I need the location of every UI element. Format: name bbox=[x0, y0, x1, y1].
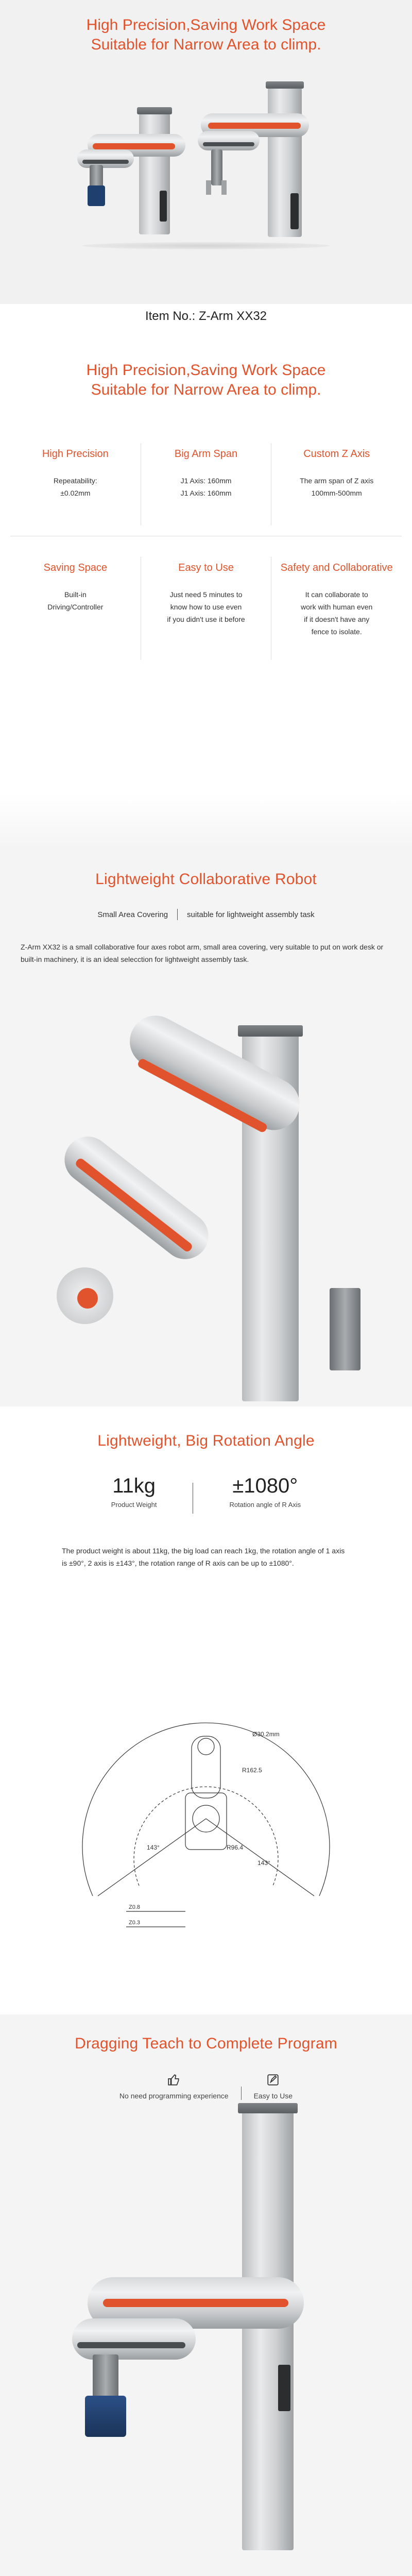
tag-separator bbox=[241, 2087, 242, 2100]
teach-robot-image bbox=[0, 2107, 412, 2561]
teach-tag-easy-label: Easy to Use bbox=[253, 2092, 293, 2100]
rotation-description: The product weight is about 11kg, the big load can reach 1kg, the rotation angle of 1 axis is ±90°, 2 axis is ±143°, the rotation range of R axis can be up to ±1080°. bbox=[62, 1547, 345, 1567]
feature-card-easy-to-use bbox=[141, 557, 272, 660]
features-headline bbox=[0, 361, 412, 400]
section-spacer bbox=[0, 793, 412, 850]
label-a1: 143° bbox=[147, 1844, 160, 1851]
feature-card-custom-z-axis bbox=[271, 443, 402, 526]
stat-weight-value: 11kg bbox=[112, 1475, 156, 1497]
label-h1: Z0.8 bbox=[129, 1904, 141, 1910]
feature-title: Custom Z Axis bbox=[303, 448, 370, 460]
hero-headline-line2: Suitable for Narrow Area to climp. bbox=[91, 36, 321, 53]
feature-line: if it doesn't have any bbox=[304, 615, 370, 623]
feature-title: Saving Space bbox=[43, 562, 108, 573]
hero-shadow bbox=[82, 242, 330, 249]
label-r1: R162.5 bbox=[242, 1767, 262, 1774]
feature-line: work with human even bbox=[301, 603, 373, 611]
rotation-section bbox=[0, 1406, 412, 2014]
label-a2: 143° bbox=[258, 1859, 270, 1867]
stat-angle-value: ±1080° bbox=[232, 1475, 298, 1497]
feature-line: Driving/Controller bbox=[47, 603, 104, 611]
arm-outline bbox=[192, 1736, 220, 1798]
features-grid bbox=[10, 443, 402, 660]
stat-angle bbox=[229, 1475, 301, 1514]
feature-line: J1 Axis: 160mm bbox=[180, 477, 232, 485]
feature-line: J1 Axis: 160mm bbox=[180, 489, 232, 497]
feature-line: know how to use even bbox=[170, 603, 242, 611]
feature-card-saving-space bbox=[10, 557, 141, 660]
tool-circle bbox=[198, 1738, 214, 1755]
lightweight-robot-image bbox=[0, 1020, 412, 1401]
feature-line: fence to isolate. bbox=[311, 628, 362, 636]
hero-headline-line1: High Precision,Saving Work Space bbox=[86, 16, 326, 33]
teach-tag-easy bbox=[254, 2073, 293, 2100]
reach-arc-outer bbox=[82, 1723, 330, 1896]
thumbs-up-icon bbox=[167, 2073, 181, 2087]
feature-line: if you didn't use it before bbox=[167, 615, 245, 623]
teach-tag-no-programming bbox=[119, 2073, 229, 2100]
hero-robot-left bbox=[82, 82, 201, 237]
hero-headline bbox=[0, 0, 412, 55]
rotation-stats bbox=[0, 1475, 412, 1514]
features-headline-line2: Suitable for Narrow Area to climp. bbox=[91, 381, 321, 398]
feature-title: Safety and Collaborative bbox=[280, 562, 393, 573]
label-r2: R96.4 bbox=[227, 1844, 244, 1851]
feature-title: Big Arm Span bbox=[174, 448, 238, 460]
feature-line: Repeatability: bbox=[53, 477, 97, 485]
feature-line: Built-in bbox=[64, 590, 87, 599]
base-outline bbox=[185, 1793, 227, 1850]
rotation-diagram bbox=[0, 1654, 412, 1973]
lightweight-tag-assembly: suitable for lightweight assembly task bbox=[187, 910, 315, 919]
stat-weight bbox=[111, 1475, 157, 1514]
lightweight-title: Lightweight Collaborative Robot bbox=[95, 871, 317, 888]
feature-card-safety bbox=[271, 557, 402, 660]
label-dim: Ø30.2mm bbox=[252, 1731, 280, 1738]
lightweight-tag-area: Small Area Covering bbox=[97, 910, 168, 919]
rotation-title: Lightweight, Big Rotation Angle bbox=[97, 1432, 315, 1449]
feature-line: ±0.02mm bbox=[60, 489, 91, 497]
feature-card-high-precision bbox=[10, 443, 141, 526]
lightweight-section bbox=[0, 850, 412, 1406]
lightweight-tags bbox=[0, 909, 412, 920]
stat-weight-label: Product Weight bbox=[111, 1501, 157, 1509]
feature-line: It can collaborate to bbox=[305, 590, 368, 599]
teach-tags bbox=[0, 2073, 412, 2100]
hero-section bbox=[0, 0, 412, 304]
hero-robot-right bbox=[201, 77, 319, 242]
features-headline-line1: High Precision,Saving Work Space bbox=[86, 362, 326, 379]
stat-angle-label: Rotation angle of R Axis bbox=[229, 1501, 301, 1509]
feature-line: 100mm-500mm bbox=[311, 489, 362, 497]
feature-card-big-arm-span bbox=[141, 443, 272, 526]
lightweight-description: Z-Arm XX32 is a small collaborative four axes robot arm, small area covering, very suitable to put on work desk or built-in machinery, it is an ideal selecction for lightweight assembly task. bbox=[21, 943, 384, 963]
label-h2: Z0.3 bbox=[129, 1920, 141, 1926]
features-section bbox=[0, 330, 412, 850]
teach-title: Dragging Teach to Complete Program bbox=[75, 2035, 337, 2052]
item-number-label: Item No.: Z-Arm XX32 bbox=[145, 309, 267, 323]
feature-title: Easy to Use bbox=[178, 562, 234, 573]
feature-line: Just need 5 minutes to bbox=[169, 590, 243, 599]
teach-section bbox=[0, 2014, 412, 2576]
feature-title: High Precision bbox=[42, 448, 109, 460]
reach-arc-inner bbox=[134, 1787, 278, 1886]
feature-line: The arm span of Z axis bbox=[300, 477, 374, 485]
axis-line-left bbox=[98, 1819, 206, 1896]
edit-icon bbox=[266, 2073, 280, 2087]
tag-separator bbox=[177, 909, 178, 920]
teach-tag-no-programming-label: No need programming experience bbox=[119, 2092, 229, 2100]
axis-line-right bbox=[206, 1819, 314, 1896]
